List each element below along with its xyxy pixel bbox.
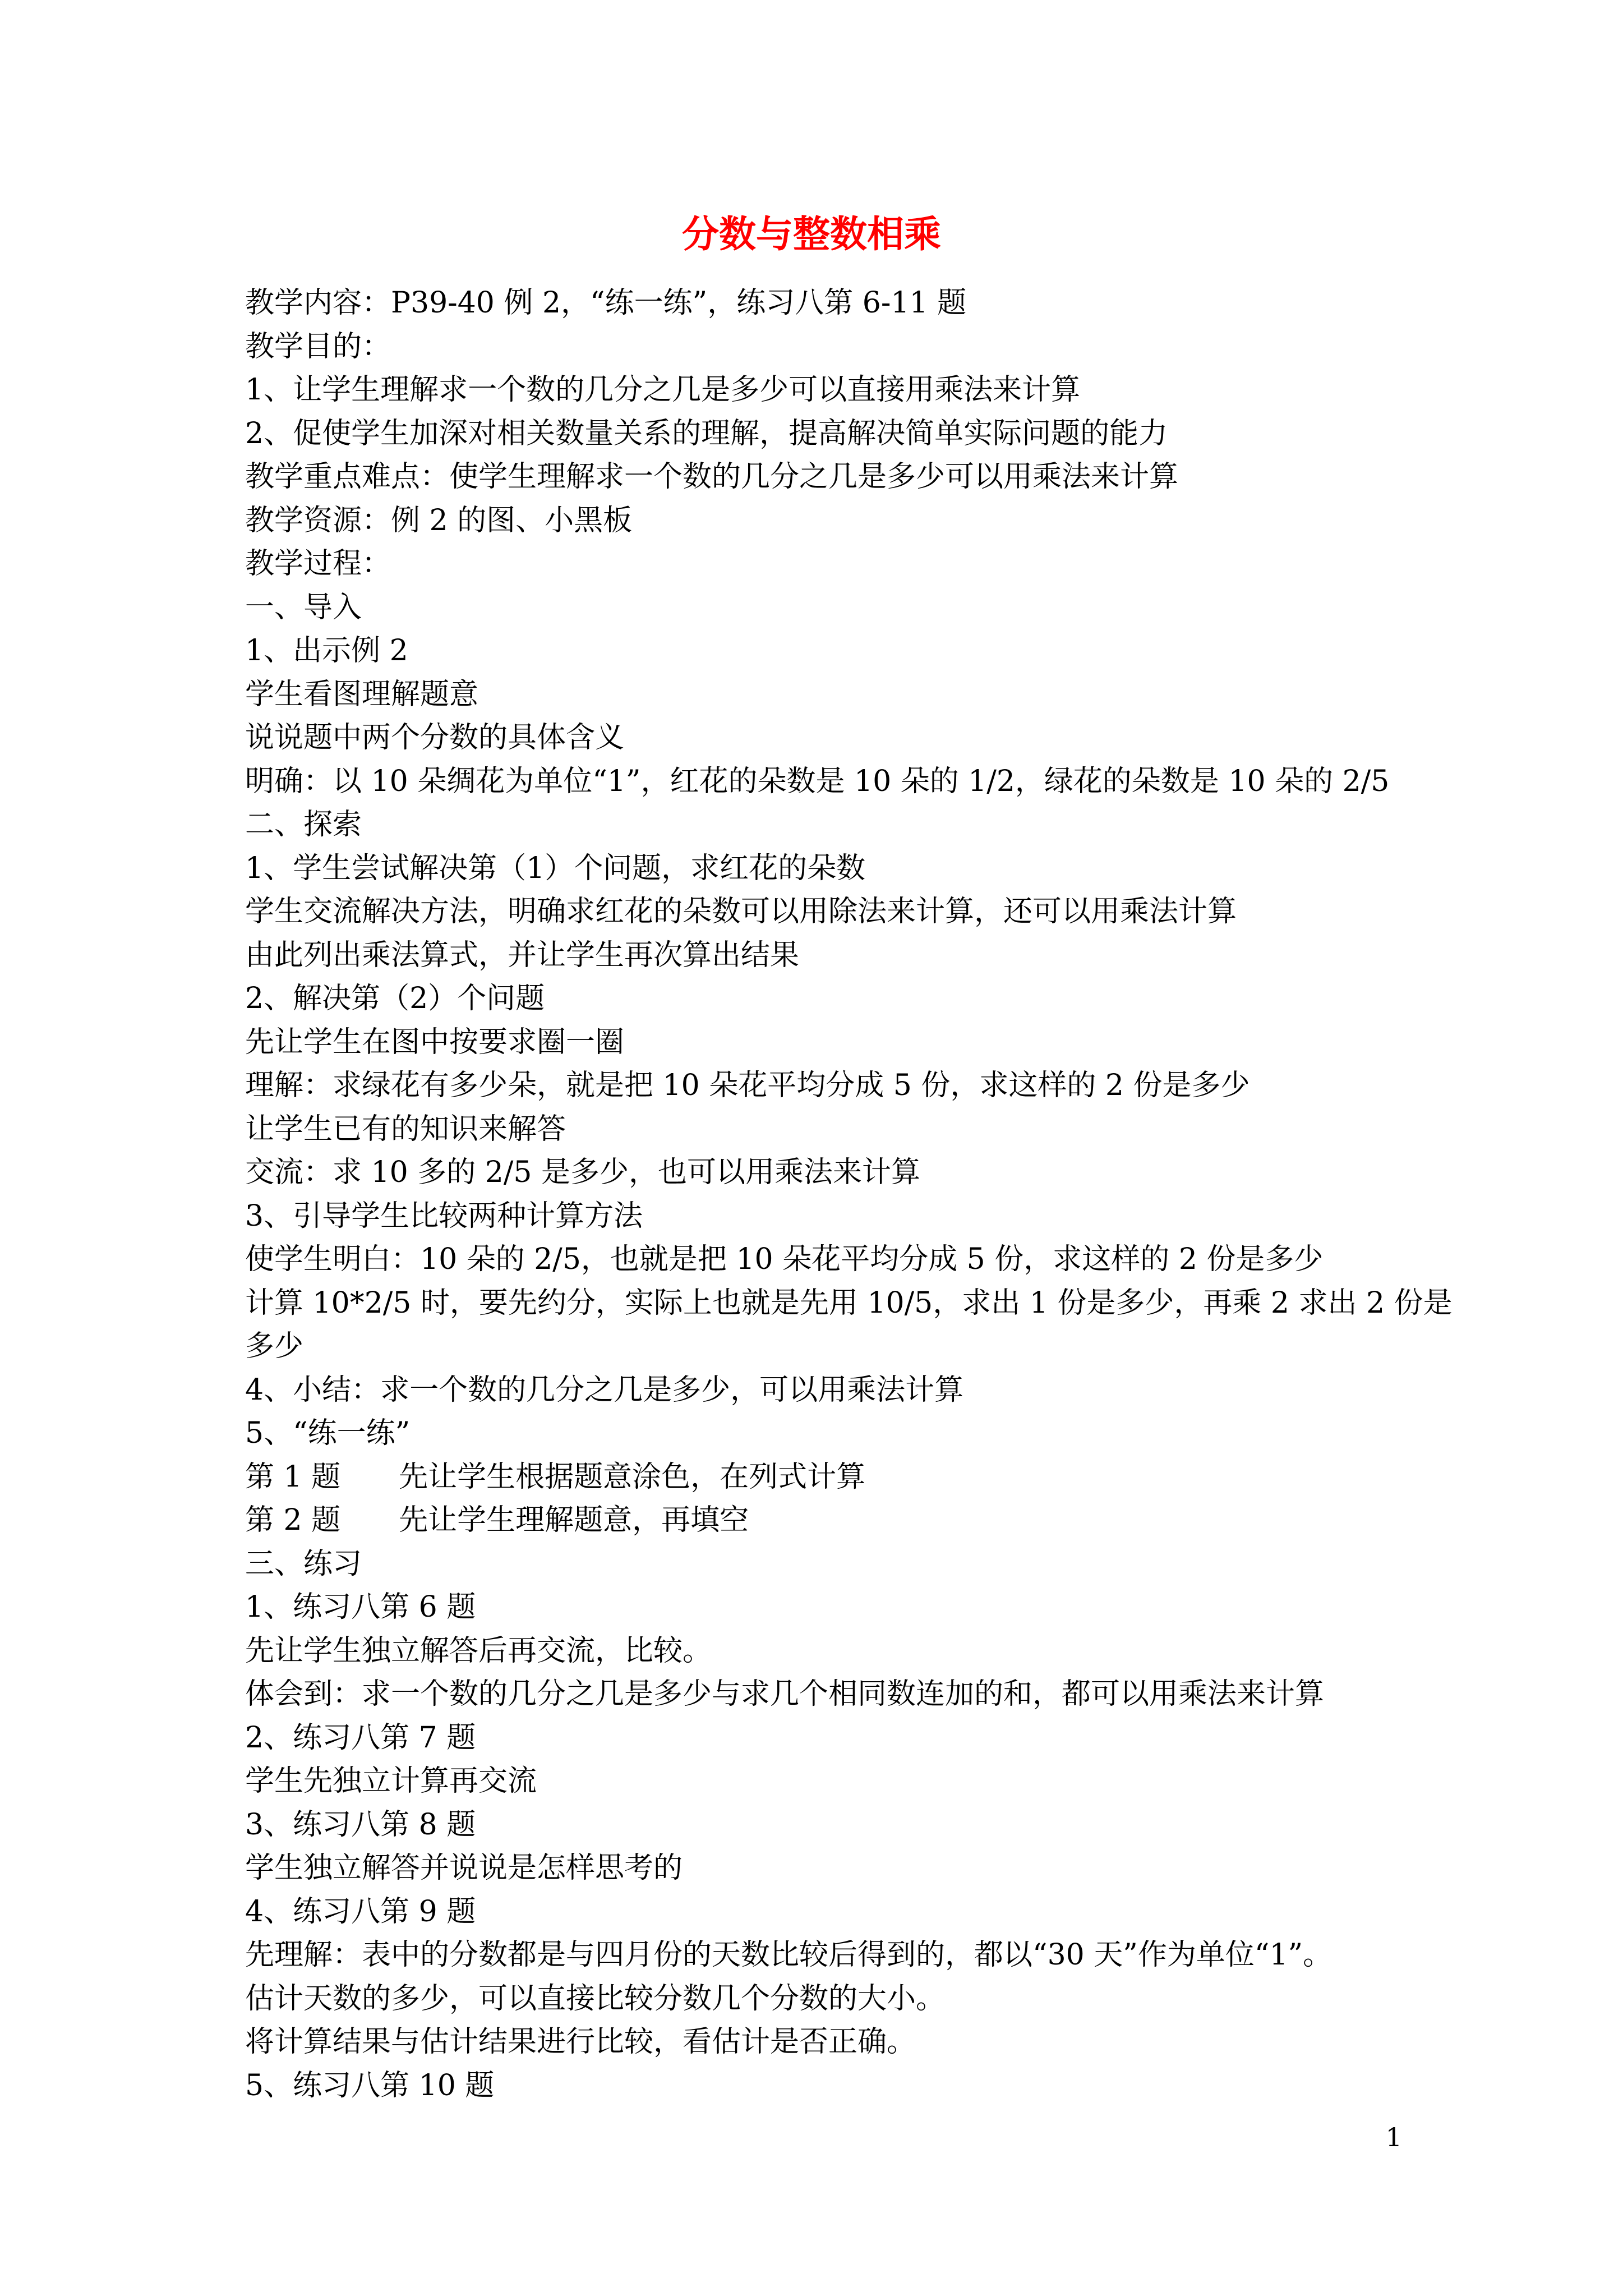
line-explore-8: 交流：求 10 多的 2/5 是多少，也可以用乘法来计算 [245, 1156, 920, 1189]
line-teaching-goal-heading: 教学目的： [245, 329, 391, 364]
line-practice-8-a: 学生独立解答并说说是怎样思考的 [245, 1851, 683, 1885]
line-intro-2: 学生看图理解题意 [245, 677, 479, 711]
line-section-intro: 一、导入 [245, 590, 362, 624]
document-body [245, 282, 1453, 2108]
line-section-explore: 二、探索 [245, 808, 362, 841]
line-practice-7-a: 学生先独立计算再交流 [245, 1764, 537, 1798]
line-practice-10: 5、练习八第 10 题 [245, 2068, 495, 2102]
line-practice-9-b: 估计天数的多少，可以直接比较分数几个分数的大小。 [245, 1981, 946, 2016]
exercise-row-2-label: 第 2 题 [245, 1503, 341, 1537]
line-explore-1: 1、学生尝试解决第（1）个问题，求红花的朵数 [245, 851, 866, 885]
exercise-row-1 [245, 1456, 1400, 1499]
line-goal-1: 1、让学生理解求一个数的几分之几是多少可以直接用乘法来计算 [245, 373, 1081, 407]
page-number: 1 [1385, 2122, 1402, 2152]
exercise-row-1-label: 第 1 题 [245, 1460, 341, 1494]
line-practice-6: 1、练习八第 6 题 [245, 1590, 476, 1624]
line-explore-10: 使学生明白：10 朵的 2/5，也就是把 10 朵花平均分成 5 份，求这样的 2 份是多少 [245, 1243, 1324, 1276]
exercise-row-1-text: 先让学生根据题意涂色，在列式计算 [399, 1460, 866, 1494]
line-practice-9-c: 将计算结果与估计结果进行比较，看估计是否正确。 [245, 2025, 916, 2059]
line-practice-8: 3、练习八第 8 题 [245, 1807, 476, 1842]
line-explore-3: 由此列出乘法算式，并让学生再次算出结果 [245, 938, 800, 972]
line-explore-6: 理解：求绿花有多少朵，就是把 10 朵花平均分成 5 份，求这样的 2 份是多少 [245, 1069, 1250, 1102]
line-resources: 教学资源：例 2 的图、小黑板 [245, 503, 633, 537]
line-explore-9: 3、引导学生比较两种计算方法 [245, 1199, 643, 1233]
line-practice-9-a: 先理解：表中的分数都是与四月份的天数比较后得到的，都以“30 天”作为单位“1”。 [245, 1938, 1332, 1972]
exercise-row-2-text: 先让学生理解题意，再填空 [399, 1503, 749, 1537]
line-explore-2: 学生交流解决方法，明确求红花的朵数可以用除法来计算，还可以用乘法计算 [245, 895, 1237, 928]
line-key-difficulty: 教学重点难点：使学生理解求一个数的几分之几是多少可以用乘法来计算 [245, 460, 1179, 494]
line-practice-6-b: 体会到：求一个数的几分之几是多少与求几个相同数连加的和，都可以用乘法来计算 [245, 1677, 1325, 1711]
line-explore-5: 先让学生在图中按要求圈一圈 [245, 1025, 625, 1059]
document-title: 分数与整数相乘 [682, 212, 941, 256]
line-practice-6-a: 先让学生独立解答后再交流，比较。 [245, 1634, 712, 1668]
line-practice-7: 2、练习八第 7 题 [245, 1720, 476, 1755]
line-goal-2: 2、促使学生加深对相关数量关系的理解，提高解决简单实际问题的能力 [245, 416, 1168, 450]
line-intro-1: 1、出示例 2 [245, 634, 408, 668]
line-intro-3: 说说题中两个分数的具体含义 [245, 721, 625, 754]
line-explore-12: 多少 [245, 1329, 304, 1363]
line-intro-4: 明确：以 10 朵绸花为单位“1”，红花的朵数是 10 朵的 1/2，绿花的朵数是 10 朵的 2/5 [245, 764, 1390, 798]
line-practice-heading: 5、“练一练” [245, 1416, 411, 1450]
line-teaching-content: 教学内容：P39-40 例 2，“练一练”，练习八第 6-11 题 [245, 286, 967, 320]
line-explore-7: 让学生已有的知识来解答 [245, 1112, 566, 1146]
line-explore-11: 计算 10*2/5 时，要先约分，实际上也就是先用 10/5，求出 1 份是多少，再乘 2 求出 2 份是 [245, 1286, 1453, 1320]
line-explore-4: 2、解决第（2）个问题 [245, 982, 545, 1015]
line-practice-9: 4、练习八第 9 题 [245, 1894, 476, 1929]
line-process-heading: 教学过程： [245, 547, 391, 581]
line-section-practice: 三、练习 [245, 1547, 362, 1581]
exercise-row-2 [245, 1499, 1400, 1543]
line-summary: 4、小结：求一个数的几分之几是多少，可以用乘法计算 [245, 1373, 964, 1407]
